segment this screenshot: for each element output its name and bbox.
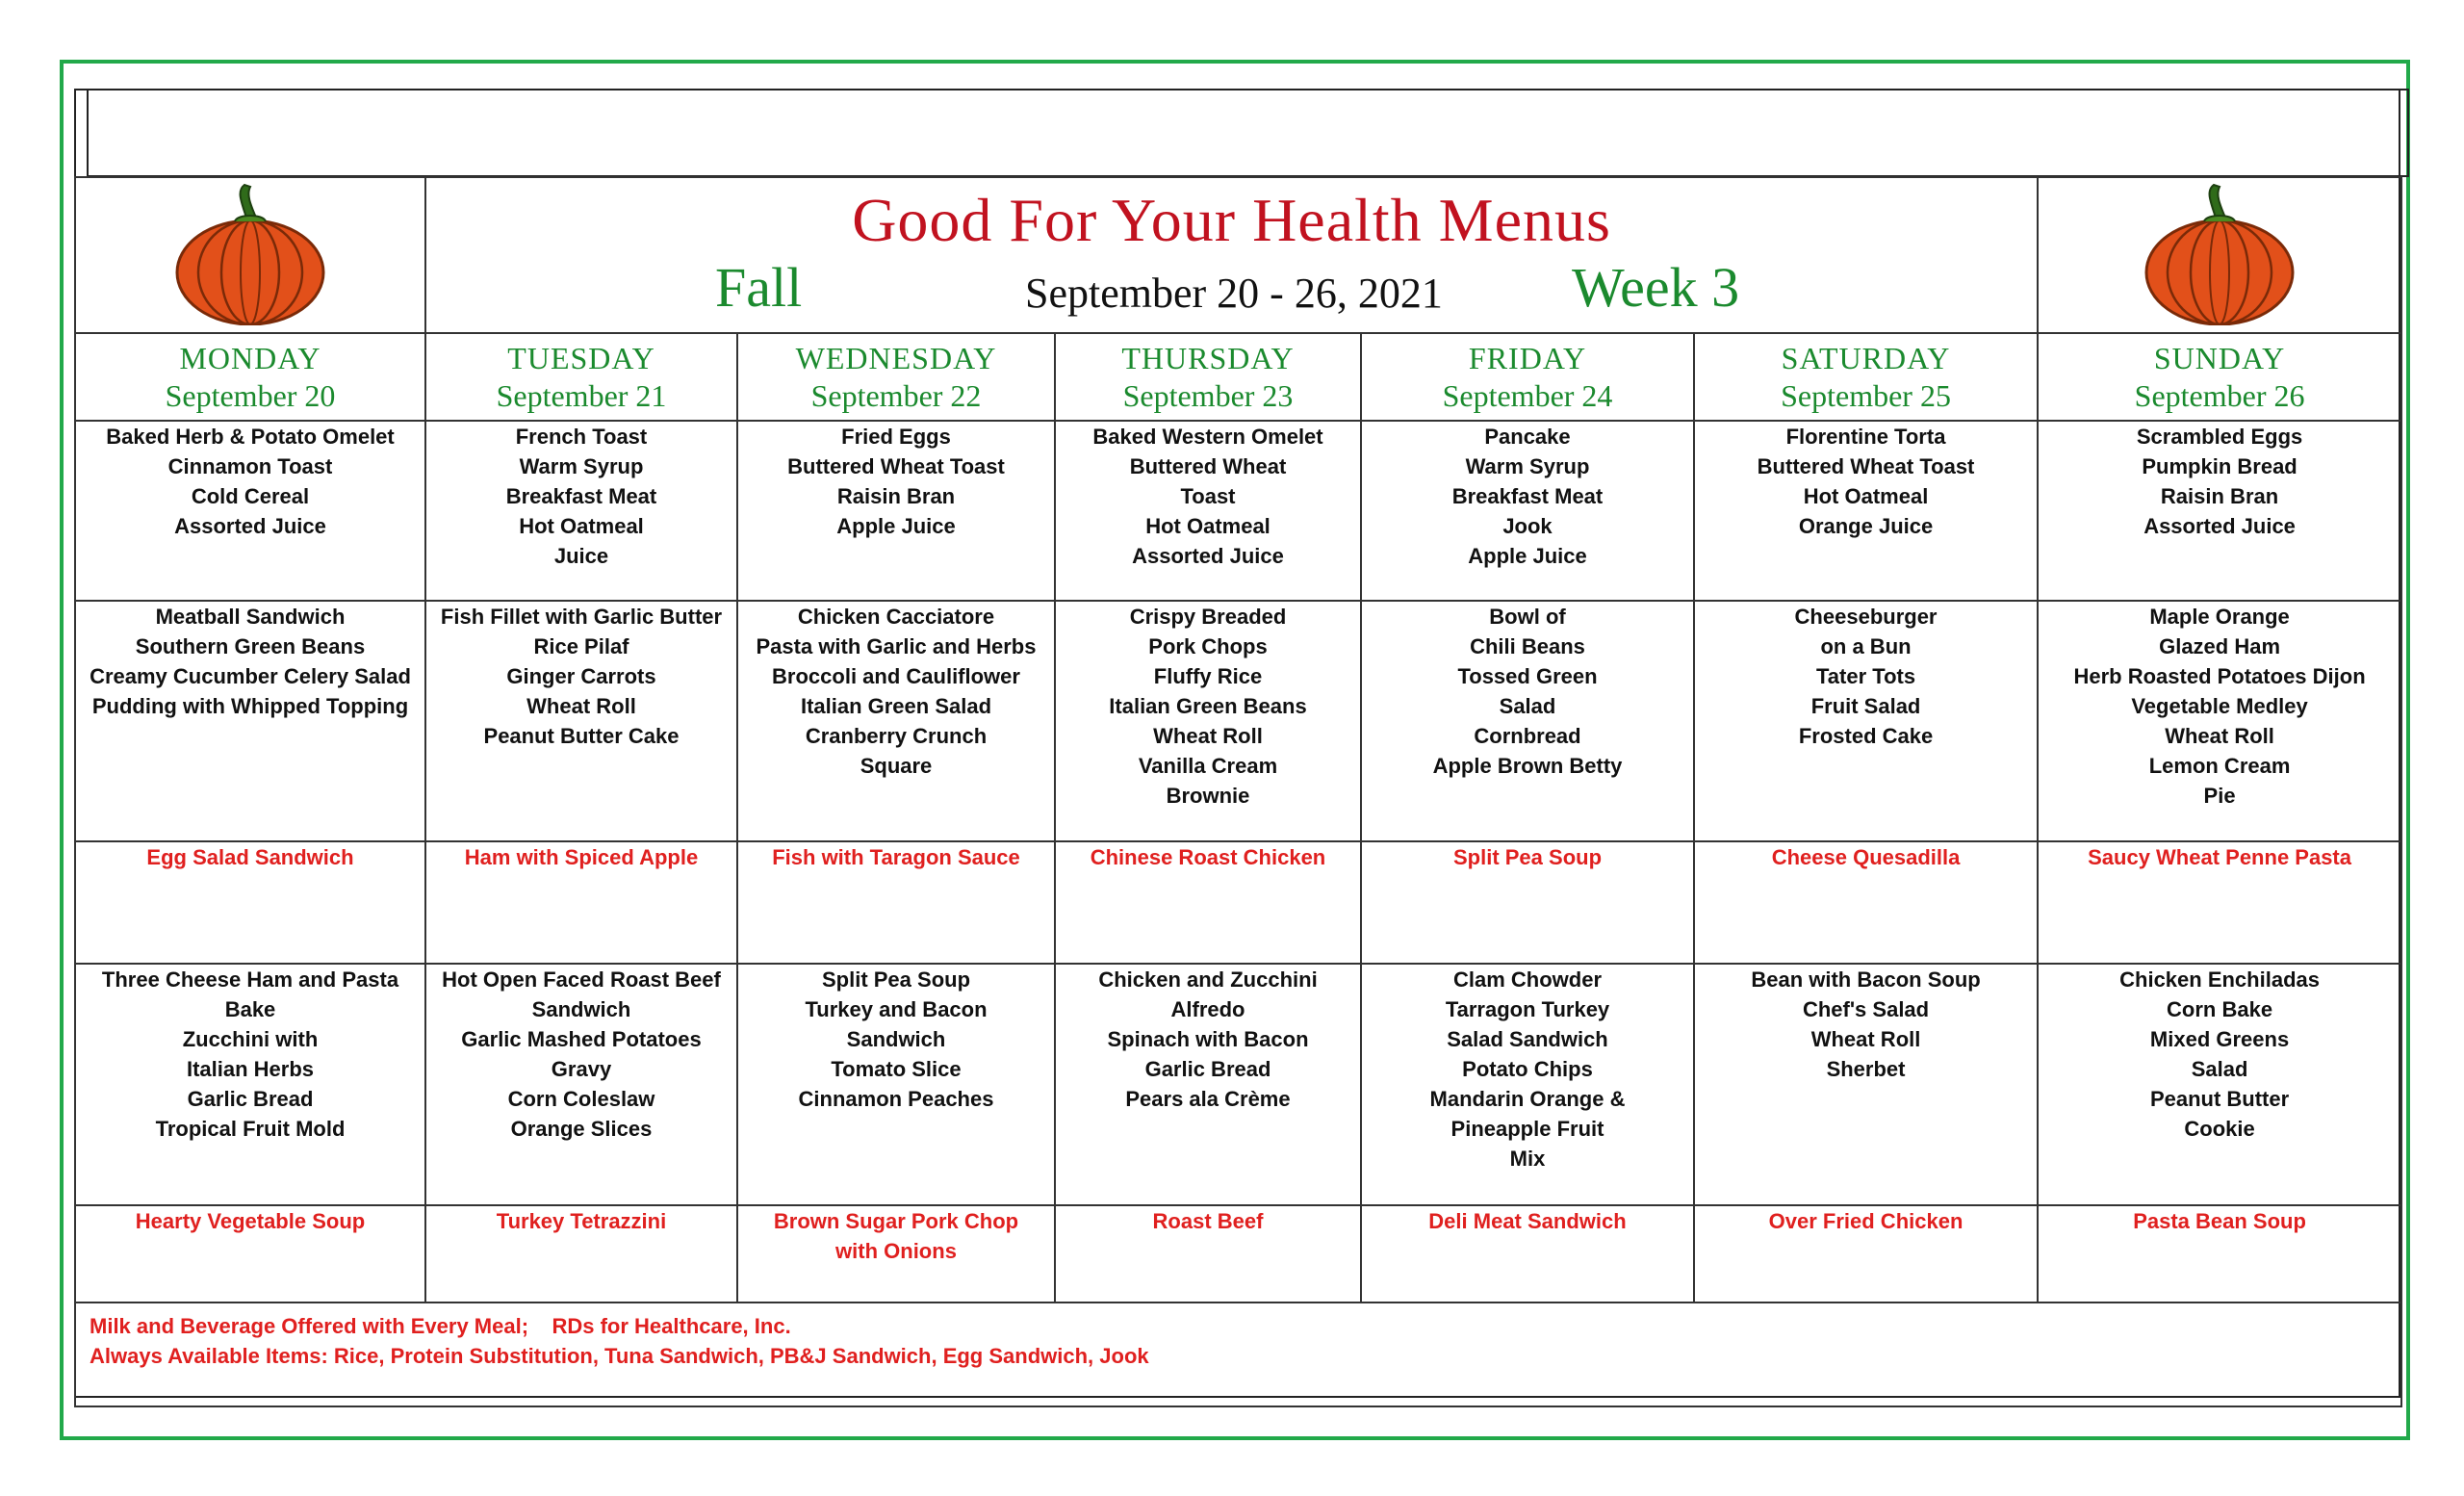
menu-item: Creamy Cucumber Celery Salad xyxy=(90,664,411,688)
menu-item: Jook xyxy=(1502,514,1553,538)
lunch-alternate-row xyxy=(75,841,2401,964)
breakfast-cell xyxy=(425,421,737,601)
day-name: THURSDAY xyxy=(1121,341,1295,375)
alternate-item: Egg Salad Sandwich xyxy=(146,845,354,869)
day-name: WEDNESDAY xyxy=(795,341,997,375)
menu-item: Apple Brown Betty xyxy=(1432,754,1623,778)
lunch-cell xyxy=(75,601,425,841)
breakfast-row xyxy=(75,421,2401,601)
alternate-item: Turkey Tetrazzini xyxy=(496,1209,667,1233)
alternate-item: Ham with Spiced Apple xyxy=(464,845,699,869)
alternate-item: Hearty Vegetable Soup xyxy=(135,1209,366,1233)
menu-item: Cinnamon Toast xyxy=(167,454,333,478)
alternate-item: Pasta Bean Soup xyxy=(2133,1209,2306,1233)
menu-item: Garlic Bread xyxy=(1144,1057,1271,1081)
menu-item: French Toast xyxy=(515,425,648,449)
menu-item: Potato Chips xyxy=(1462,1057,1593,1081)
dinner-alternate-cell xyxy=(2038,1205,2401,1303)
menu-item: Chili Beans xyxy=(1470,634,1585,658)
menu-item: Crispy Breaded xyxy=(1129,605,1287,629)
menu-item: Split Pea Soup xyxy=(821,967,971,992)
page-title: Good For Your Health Menus xyxy=(852,186,1611,254)
alternate-item: Cheese Quesadilla xyxy=(1771,845,1961,869)
menu-item: Wheat Roll xyxy=(526,694,636,718)
menu-item: Fish Fillet with Garlic Butter xyxy=(440,605,723,629)
menu-item: Bake xyxy=(224,997,276,1021)
menu-item: Tomato Slice xyxy=(831,1057,962,1081)
menu-item: Three Cheese Ham and Pasta xyxy=(101,967,399,992)
lunch-cell xyxy=(425,601,737,841)
menu-item: Spinach with Bacon xyxy=(1107,1027,1309,1051)
menu-item: Garlic Mashed Potatoes xyxy=(461,1027,702,1051)
day-header-saturday xyxy=(1694,333,2038,421)
lunch-cell xyxy=(737,601,1055,841)
breakfast-cell xyxy=(75,421,425,601)
day-name: FRIDAY xyxy=(1468,341,1587,375)
dinner-alternate-cell xyxy=(737,1205,1055,1303)
menu-item: Glazed Ham xyxy=(2159,634,2281,658)
day-date: September 26 xyxy=(2134,378,2305,413)
menu-item: Salad xyxy=(2191,1057,2248,1081)
menu-item: Frosted Cake xyxy=(1798,724,1934,748)
alternate-item: Fish with Taragon Sauce xyxy=(772,845,1020,869)
day-date: September 20 xyxy=(165,378,336,413)
menu-item: Broccoli and Cauliflower xyxy=(772,664,1020,688)
menu-item: Chef's Salad xyxy=(1802,997,1930,1021)
dinner-alternate-cell xyxy=(1361,1205,1694,1303)
alternate-item: Chinese Roast Chicken xyxy=(1090,845,1326,869)
menu-item: Bowl of xyxy=(1489,605,1566,629)
breakfast-cell xyxy=(1055,421,1361,601)
menu-item: Sherbet xyxy=(1826,1057,1906,1081)
day-header-sunday xyxy=(2038,333,2401,421)
lunch-row xyxy=(75,601,2401,841)
menu-item: Tossed Green xyxy=(1457,664,1598,688)
menu-item: Mandarin Orange & xyxy=(1429,1087,1626,1111)
menu-item: Cornbread xyxy=(1474,724,1581,748)
menu-item: Chicken Cacciatore xyxy=(797,605,995,629)
menu-item: Wheat Roll xyxy=(2165,724,2274,748)
menu-item: Assorted Juice xyxy=(1132,544,1284,568)
lunch-cell xyxy=(1694,601,2038,841)
lunch-alternate-cell xyxy=(75,841,425,964)
day-header-tuesday xyxy=(425,333,737,421)
menu-item: Herb Roasted Potatoes Dijon xyxy=(2073,664,2366,688)
menu-item: Cheeseburger xyxy=(1794,605,1938,629)
menu-item: Orange Slices xyxy=(510,1117,653,1141)
menu-item: Square xyxy=(860,754,933,778)
menu-item: Chicken and Zucchini xyxy=(1098,967,1318,992)
menu-item: Assorted Juice xyxy=(174,514,326,538)
menu-item: Wheat Roll xyxy=(1810,1027,1921,1051)
menu-item: Salad xyxy=(1499,694,1556,718)
day-header-monday xyxy=(75,333,425,421)
menu-item: Rice Pilaf xyxy=(533,634,629,658)
day-date: September 21 xyxy=(496,378,667,413)
menu-item: Salad Sandwich xyxy=(1447,1027,1608,1051)
menu-item: Cinnamon Peaches xyxy=(798,1087,994,1111)
menu-item: Pasta with Garlic and Herbs xyxy=(756,634,1037,658)
day-date: September 25 xyxy=(1781,378,1951,413)
menu-item: Cold Cereal xyxy=(191,484,310,508)
menu-item: Scrambled Eggs xyxy=(2136,425,2303,449)
menu-item: Clam Chowder xyxy=(1452,967,1603,992)
dinner-alternate-row xyxy=(75,1205,2401,1303)
menu-item: Alfredo xyxy=(1170,997,1245,1021)
dinner-cell xyxy=(1055,964,1361,1205)
menu-item: Pears ala Crème xyxy=(1125,1087,1291,1111)
menu-item: Italian Herbs xyxy=(186,1057,315,1081)
title-cell xyxy=(425,177,2038,333)
menu-item: Mixed Greens xyxy=(2149,1027,2290,1051)
dinner-alternate-cell xyxy=(425,1205,737,1303)
alternate-item: Over Fried Chicken xyxy=(1768,1209,1964,1233)
lunch-alternate-cell xyxy=(2038,841,2401,964)
day-date: September 24 xyxy=(1442,378,1613,413)
season-label: Fall xyxy=(715,256,803,319)
pumpkin-left-cell xyxy=(75,177,425,333)
menu-item: Pancake xyxy=(1484,425,1571,449)
menu-item: Lemon Cream xyxy=(2148,754,2291,778)
menu-item: Hot Oatmeal xyxy=(519,514,644,538)
menu-item: Gravy xyxy=(551,1057,612,1081)
menu-item: Vegetable Medley xyxy=(2131,694,2308,718)
menu-item: Turkey and Bacon xyxy=(805,997,988,1021)
menu-item: Warm Syrup xyxy=(1465,454,1590,478)
subtitle-row xyxy=(426,255,2037,332)
lunch-alternate-cell xyxy=(425,841,737,964)
lunch-alternate-cell xyxy=(737,841,1055,964)
breakfast-cell xyxy=(1694,421,2038,601)
dinner-cell xyxy=(75,964,425,1205)
menu-item: Italian Green Salad xyxy=(800,694,992,718)
menu-item: Peanut Butter xyxy=(2149,1087,2290,1111)
pumpkin-right-cell xyxy=(2038,177,2401,333)
dinner-cell xyxy=(1361,964,1694,1205)
menu-item: Tropical Fruit Mold xyxy=(155,1117,346,1141)
menu-item: Fruit Salad xyxy=(1810,694,1921,718)
menu-item: Fried Eggs xyxy=(841,425,951,449)
menu-item: Hot Oatmeal xyxy=(1803,484,1929,508)
menu-item: Fluffy Rice xyxy=(1153,664,1263,688)
menu-item: Italian Green Beans xyxy=(1109,694,1307,718)
menu-item: Meatball Sandwich xyxy=(155,605,346,629)
menu-item: Florentine Torta xyxy=(1785,425,1946,449)
menu-item: Vanilla Cream xyxy=(1138,754,1278,778)
menu-item: Cookie xyxy=(2184,1117,2255,1141)
menu-item: Toast xyxy=(1180,484,1236,508)
breakfast-cell xyxy=(737,421,1055,601)
menu-item: Peanut Butter Cake xyxy=(483,724,680,748)
alternate-item: Saucy Wheat Penne Pasta xyxy=(2088,845,2351,869)
lunch-cell xyxy=(1361,601,1694,841)
menu-item: Sandwich xyxy=(846,1027,946,1051)
menu-item: Southern Green Beans xyxy=(135,634,366,658)
menu-item: Raisin Bran xyxy=(836,484,956,508)
day-header-friday xyxy=(1361,333,1694,421)
menu-item: Mix xyxy=(1509,1147,1546,1171)
menu-item: Apple Juice xyxy=(836,514,956,538)
pumpkin-icon xyxy=(173,181,327,325)
menu-item: Wheat Roll xyxy=(1153,724,1263,748)
menu-item: Corn Coleslaw xyxy=(507,1087,655,1111)
alternate-item: Roast Beef xyxy=(1152,1209,1264,1233)
menu-item: on a Bun xyxy=(1820,634,1912,658)
day-name: TUESDAY xyxy=(507,341,655,375)
dinner-cell xyxy=(737,964,1055,1205)
menu-item: Pork Chops xyxy=(1148,634,1268,658)
day-header-wednesday xyxy=(737,333,1055,421)
menu-item: Tarragon Turkey xyxy=(1445,997,1610,1021)
menu-item: Tater Tots xyxy=(1815,664,1916,688)
footer-beverage-note: Milk and Beverage Offered with Every Meal; RDs for Healthcare, Inc. xyxy=(90,1314,791,1338)
menu-item: Pudding with Whipped Topping xyxy=(91,694,409,718)
date-range: September 20 - 26, 2021 xyxy=(1025,270,1443,317)
breakfast-cell xyxy=(1361,421,1694,601)
week-label: Week 3 xyxy=(1572,256,1740,319)
dinner-cell xyxy=(1694,964,2038,1205)
breakfast-cell xyxy=(2038,421,2401,601)
menu-item: Baked Western Omelet xyxy=(1092,425,1323,449)
dinner-alternate-cell xyxy=(75,1205,425,1303)
menu-item: Pineapple Fruit xyxy=(1450,1117,1604,1141)
menu-item: Pie xyxy=(2203,784,2236,808)
menu-item: Apple Juice xyxy=(1468,544,1587,568)
menu-item: Buttered Wheat Toast xyxy=(787,454,1005,478)
menu-item: Zucchini with xyxy=(182,1027,319,1051)
menu-item: Pumpkin Bread xyxy=(2142,454,2297,478)
dinner-cell xyxy=(2038,964,2401,1205)
menu-item: Ginger Carrots xyxy=(506,664,656,688)
menu-item: Cranberry Crunch xyxy=(805,724,988,748)
menu-item: Hot Open Faced Roast Beef xyxy=(442,967,721,992)
menu-item: Garlic Bread xyxy=(187,1087,314,1111)
dinner-alternate-cell xyxy=(1694,1205,2038,1303)
menu-item: Buttered Wheat Toast xyxy=(1757,454,1975,478)
day-header-thursday xyxy=(1055,333,1361,421)
footer-always-available: Always Available Items: Rice, Protein Substitution, Tuna Sandwich, PB&J Sandwich, Egg Sandwich, Jook xyxy=(90,1344,1149,1368)
day-name: SATURDAY xyxy=(1781,341,1951,375)
day-name: SUNDAY xyxy=(2153,341,2286,375)
day-date: September 22 xyxy=(810,378,982,413)
dinner-alternate-cell xyxy=(1055,1205,1361,1303)
menu-item: Buttered Wheat xyxy=(1129,454,1287,478)
menu-item: Raisin Bran xyxy=(2160,484,2279,508)
menu-item: Chicken Enchiladas xyxy=(2119,967,2320,992)
menu-item: Baked Herb & Potato Omelet xyxy=(106,425,395,449)
menu-item: Hot Oatmeal xyxy=(1145,514,1270,538)
footer-notes xyxy=(75,1303,2401,1406)
alternate-item: with Onions xyxy=(835,1239,957,1263)
lunch-cell xyxy=(2038,601,2401,841)
menu-item: Maple Orange xyxy=(2149,605,2290,629)
menu-item: Breakfast Meat xyxy=(505,484,657,508)
menu-item: Corn Bake xyxy=(2167,997,2273,1021)
lunch-alternate-cell xyxy=(1055,841,1361,964)
menu-grid xyxy=(74,176,2402,1407)
dinner-cell xyxy=(425,964,737,1205)
menu-item: Sandwich xyxy=(531,997,631,1021)
day-date: September 23 xyxy=(1122,378,1294,413)
lunch-alternate-cell xyxy=(1694,841,2038,964)
menu-item: Breakfast Meat xyxy=(1451,484,1604,508)
top-band xyxy=(87,89,2409,177)
menu-item: Warm Syrup xyxy=(519,454,644,478)
alternate-item: Split Pea Soup xyxy=(1452,845,1603,869)
alternate-item: Deli Meat Sandwich xyxy=(1428,1209,1627,1233)
pumpkin-icon xyxy=(2143,181,2297,325)
menu-item: Bean with Bacon Soup xyxy=(1751,967,1981,992)
menu-item: Assorted Juice xyxy=(2143,514,2296,538)
menu-item: Brownie xyxy=(1166,784,1250,808)
lunch-alternate-cell xyxy=(1361,841,1694,964)
lunch-cell xyxy=(1055,601,1361,841)
dinner-row xyxy=(75,964,2401,1205)
day-name: MONDAY xyxy=(179,341,321,375)
alternate-item: Brown Sugar Pork Chop xyxy=(773,1209,1019,1233)
menu-item: Juice xyxy=(553,544,609,568)
menu-item: Orange Juice xyxy=(1798,514,1934,538)
